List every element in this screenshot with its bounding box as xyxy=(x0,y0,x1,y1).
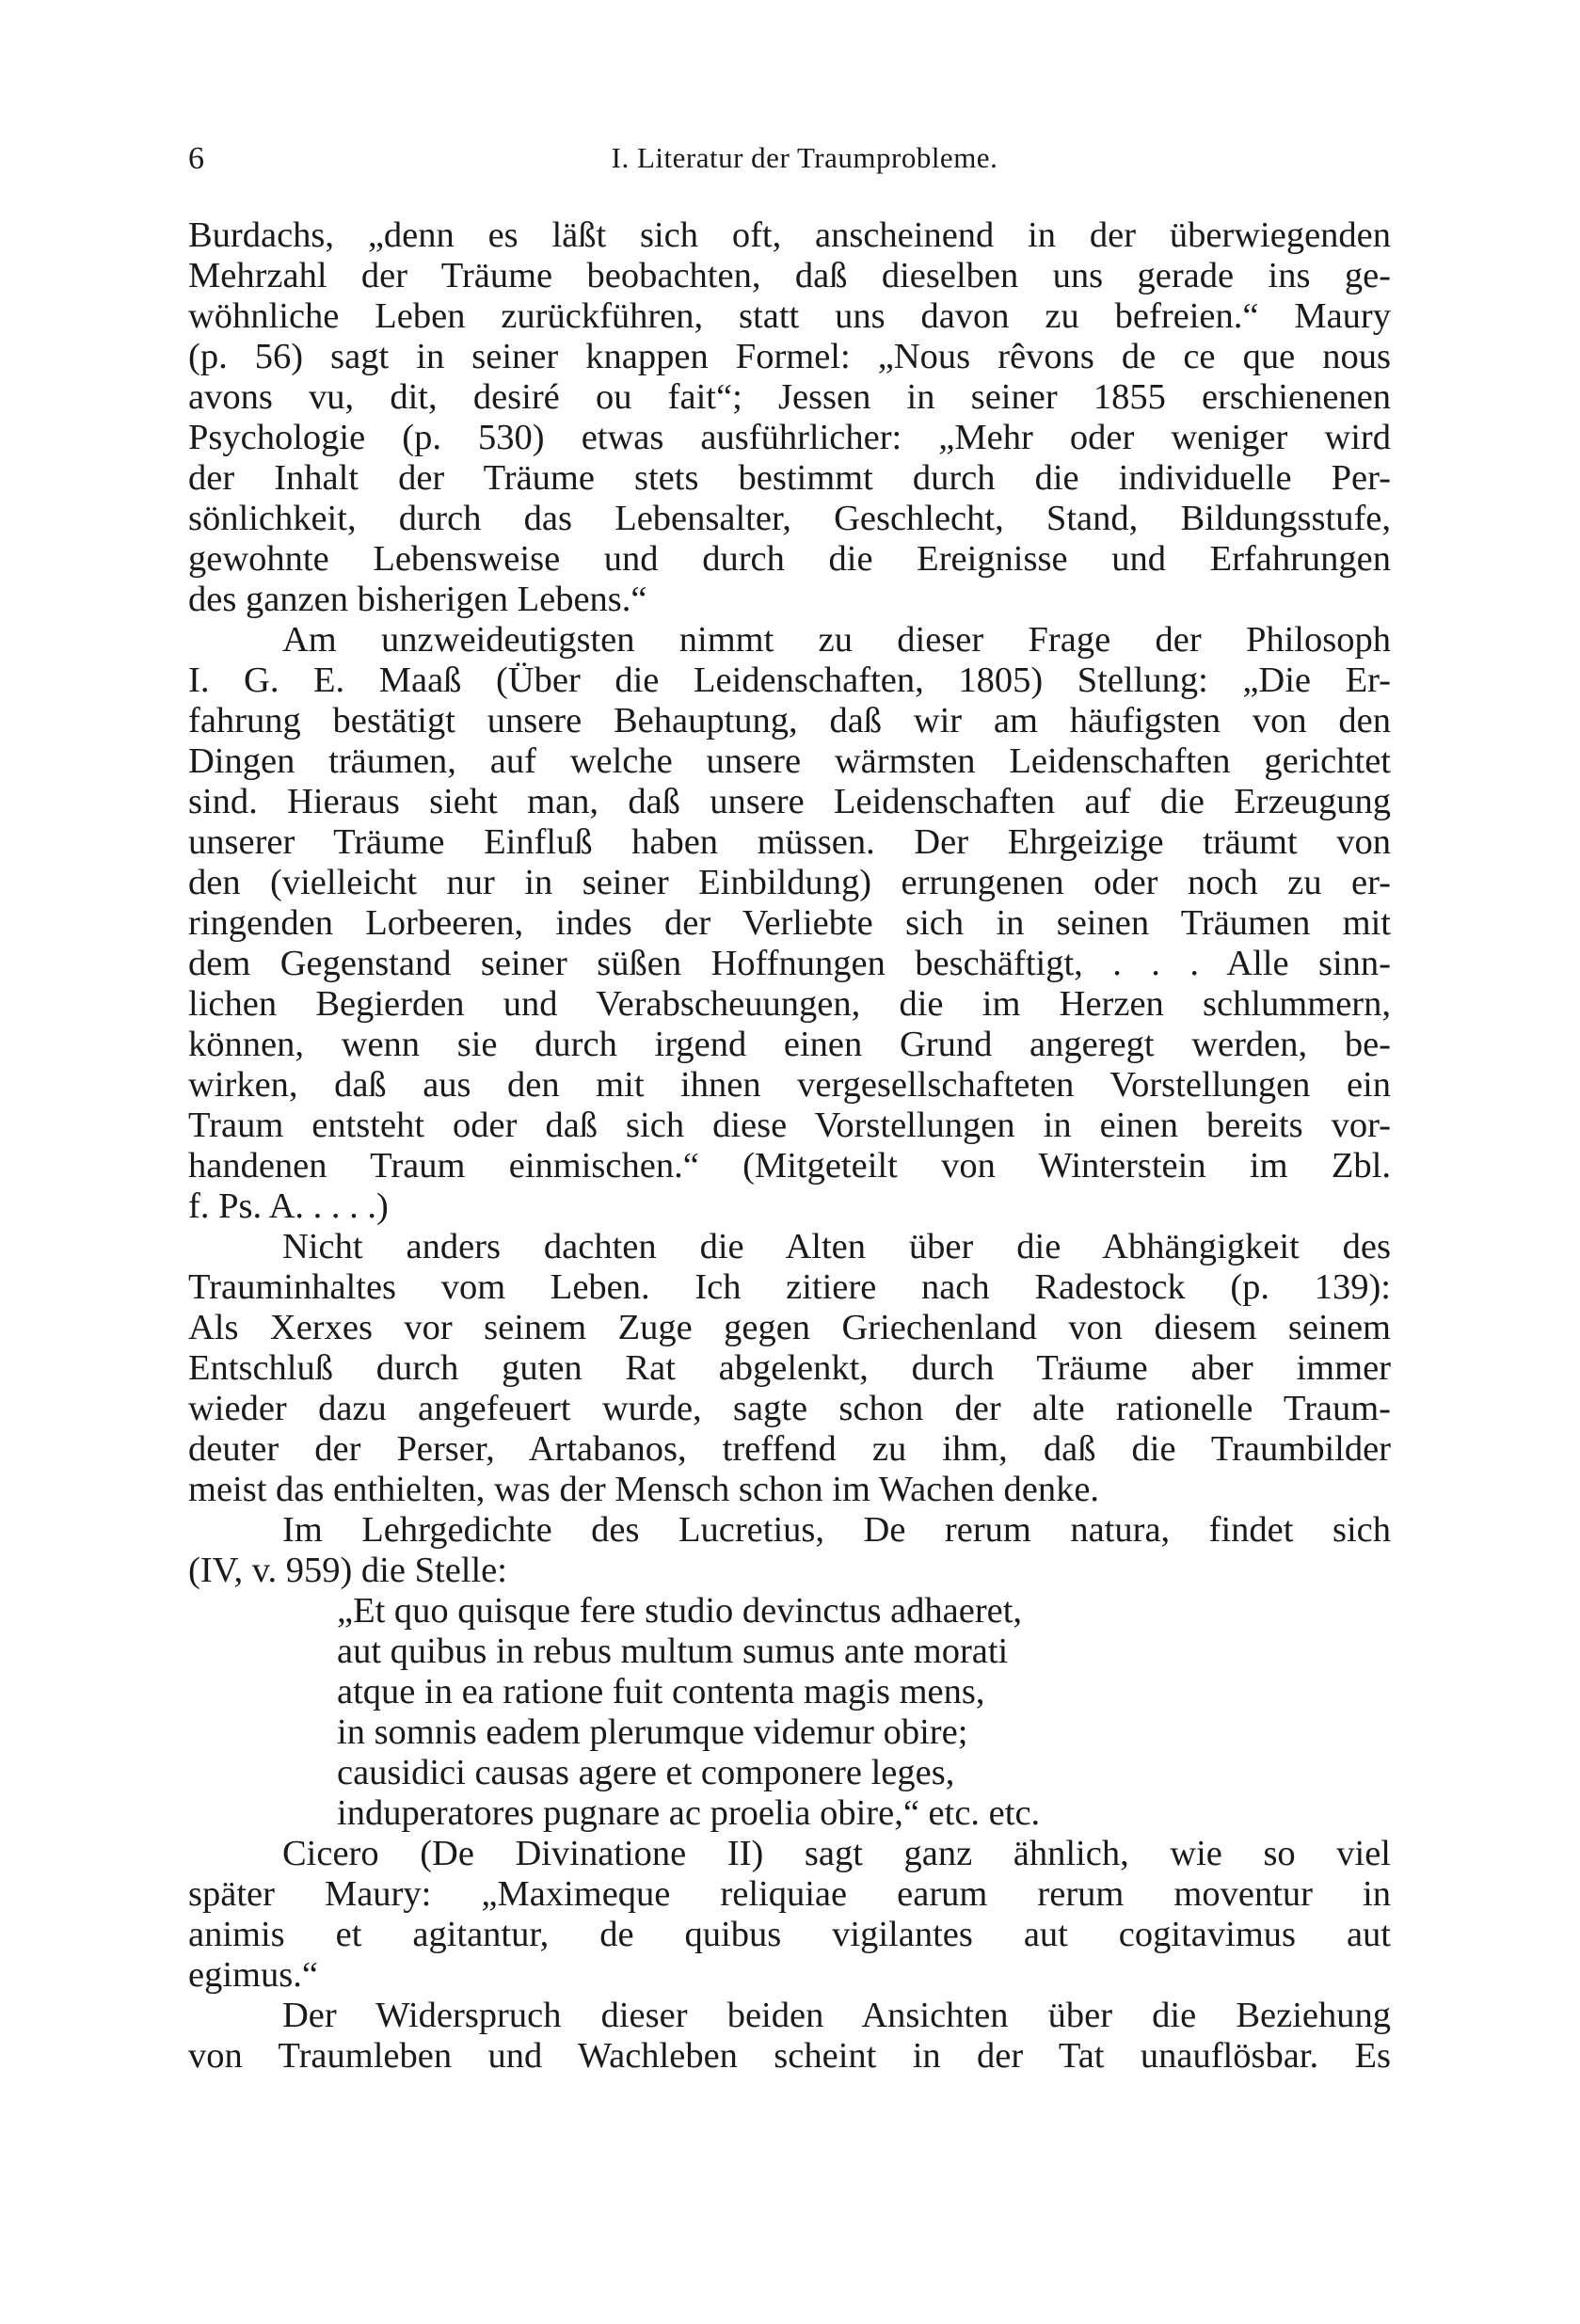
text-line: des ganzen bisherigen Lebens.“ xyxy=(188,580,647,619)
paragraph-start: Am unzweideutigsten nimmt zu dieser Frage der Philosoph xyxy=(282,620,1391,660)
text-line: I. G. E. Maaß (Über die Leidenschaften, 1805) Stellung: „Die Er- xyxy=(188,661,1391,700)
text-line: unserer Träume Einfluß haben müssen. Der Ehrgeizige träumt von xyxy=(188,822,1391,862)
text-line: Dingen träumen, auf welche unsere wärmsten Leidenschaften gerichtet xyxy=(188,741,1391,781)
text-line: Traum entsteht oder daß sich diese Vorstellungen in einen bereits vor- xyxy=(188,1106,1391,1145)
paragraph-start: Der Widerspruch dieser beiden Ansichten über die Beziehung xyxy=(282,1996,1391,2035)
text-line: Psychologie (p. 530) etwas ausführlicher: „Mehr oder weniger wird xyxy=(188,418,1391,457)
text-line: sind. Hieraus sieht man, daß unsere Leidenschaften auf die Erzeugung xyxy=(188,782,1391,821)
text-line: den (vielleicht nur in seiner Einbildung) errungenen oder noch zu er- xyxy=(188,863,1391,902)
text-line: wöhnliche Leben zurückführen, statt uns davon zu befreien.“ Maury xyxy=(188,296,1391,336)
running-title: I. Literatur der Traumprobleme. xyxy=(611,141,998,174)
text-line: wirken, daß aus den mit ihnen vergesellschafteten Vorstellungen ein xyxy=(188,1065,1391,1105)
text-line: dem Gegenstand seiner süßen Hoffnungen beschäftigt, . . . Alle sinn- xyxy=(188,944,1391,983)
page-number: 6 xyxy=(188,141,204,176)
text-line: (p. 56) sagt in seiner knappen Formel: „Nous rêvons de ce que nous xyxy=(188,337,1391,376)
verse-line: causidici causas agere et componere leges, xyxy=(337,1753,955,1792)
text-line: Burdachs, „denn es läßt sich oft, anscheinend in der überwiegenden xyxy=(188,215,1391,255)
verse-line: „Et quo quisque fere studio devinctus adhaeret, xyxy=(337,1591,1023,1631)
text-line: meist das enthielten, was der Mensch schon im Wachen denke. xyxy=(188,1470,1100,1509)
text-line: wieder dazu angefeuert wurde, sagte schon der alte rationelle Traum- xyxy=(188,1389,1391,1428)
verse-line: aut quibus in rebus multum sumus ante morati xyxy=(337,1632,1009,1671)
text-line: (IV, v. 959) die Stelle: xyxy=(188,1551,507,1590)
verse-line: atque in ea ratione fuit contenta magis mens, xyxy=(337,1672,985,1711)
text-line: sönlichkeit, durch das Lebensalter, Geschlecht, Stand, Bildungsstufe, xyxy=(188,499,1391,538)
text-line: fahrung bestätigt unsere Behauptung, daß wir am häufigsten von den xyxy=(188,701,1391,740)
page-header xyxy=(188,141,1393,179)
paragraph-start: Nicht anders dachten die Alten über die Abhängigkeit des xyxy=(282,1227,1391,1266)
text-line: Als Xerxes vor seinem Zuge gegen Griechenland von diesem seinem xyxy=(188,1308,1391,1347)
text-line: Entschluß durch guten Rat abgelenkt, durch Träume aber immer xyxy=(188,1348,1391,1388)
text-line: egimus.“ xyxy=(188,1955,318,1995)
text-line: der Inhalt der Träume stets bestimmt durch die individuelle Per- xyxy=(188,458,1391,498)
text-line: handenen Traum einmischen.“ (Mitgeteilt von Winterstein im Zbl. xyxy=(188,1146,1391,1186)
text-line: lichen Begierden und Verabscheuungen, die im Herzen schlummern, xyxy=(188,984,1391,1024)
text-line: ringenden Lorbeeren, indes der Verliebte sich in seinen Träumen mit xyxy=(188,903,1391,943)
text-line: später Maury: „Maximeque reliquiae earum rerum moventur in xyxy=(188,1874,1391,1914)
paragraph-start: Cicero (De Divinatione II) sagt ganz ähnlich, wie so viel xyxy=(282,1834,1391,1873)
text-line: Mehrzahl der Träume beobachten, daß dieselben uns gerade ins ge- xyxy=(188,256,1391,295)
verse-line: induperatores pugnare ac proelia obire,“ etc. etc. xyxy=(337,1793,1041,1833)
text-line: avons vu, dit, desiré ou fait“; Jessen in seiner 1855 erschienenen xyxy=(188,377,1391,417)
text-line: animis et agitantur, de quibus vigilantes aut cogitavimus aut xyxy=(188,1915,1391,1954)
text-line: gewohnte Lebensweise und durch die Ereignisse und Erfahrungen xyxy=(188,539,1391,579)
paragraph-start: Im Lehrgedichte des Lucretius, De rerum natura, findet sich xyxy=(282,1510,1391,1550)
text-line: f. Ps. A. . . . .) xyxy=(188,1186,389,1226)
text-line: von Traumleben und Wachleben scheint in der Tat unauflösbar. Es xyxy=(188,2036,1391,2076)
text-line: deuter der Perser, Artabanos, treffend zu ihm, daß die Traumbilder xyxy=(188,1429,1391,1469)
verse-line: in somnis eadem plerumque videmur obire; xyxy=(337,1712,968,1752)
text-line: können, wenn sie durch irgend einen Grund angeregt werden, be- xyxy=(188,1025,1391,1064)
text-line: Trauminhaltes vom Leben. Ich zitiere nach Radestock (p. 139): xyxy=(188,1267,1391,1307)
